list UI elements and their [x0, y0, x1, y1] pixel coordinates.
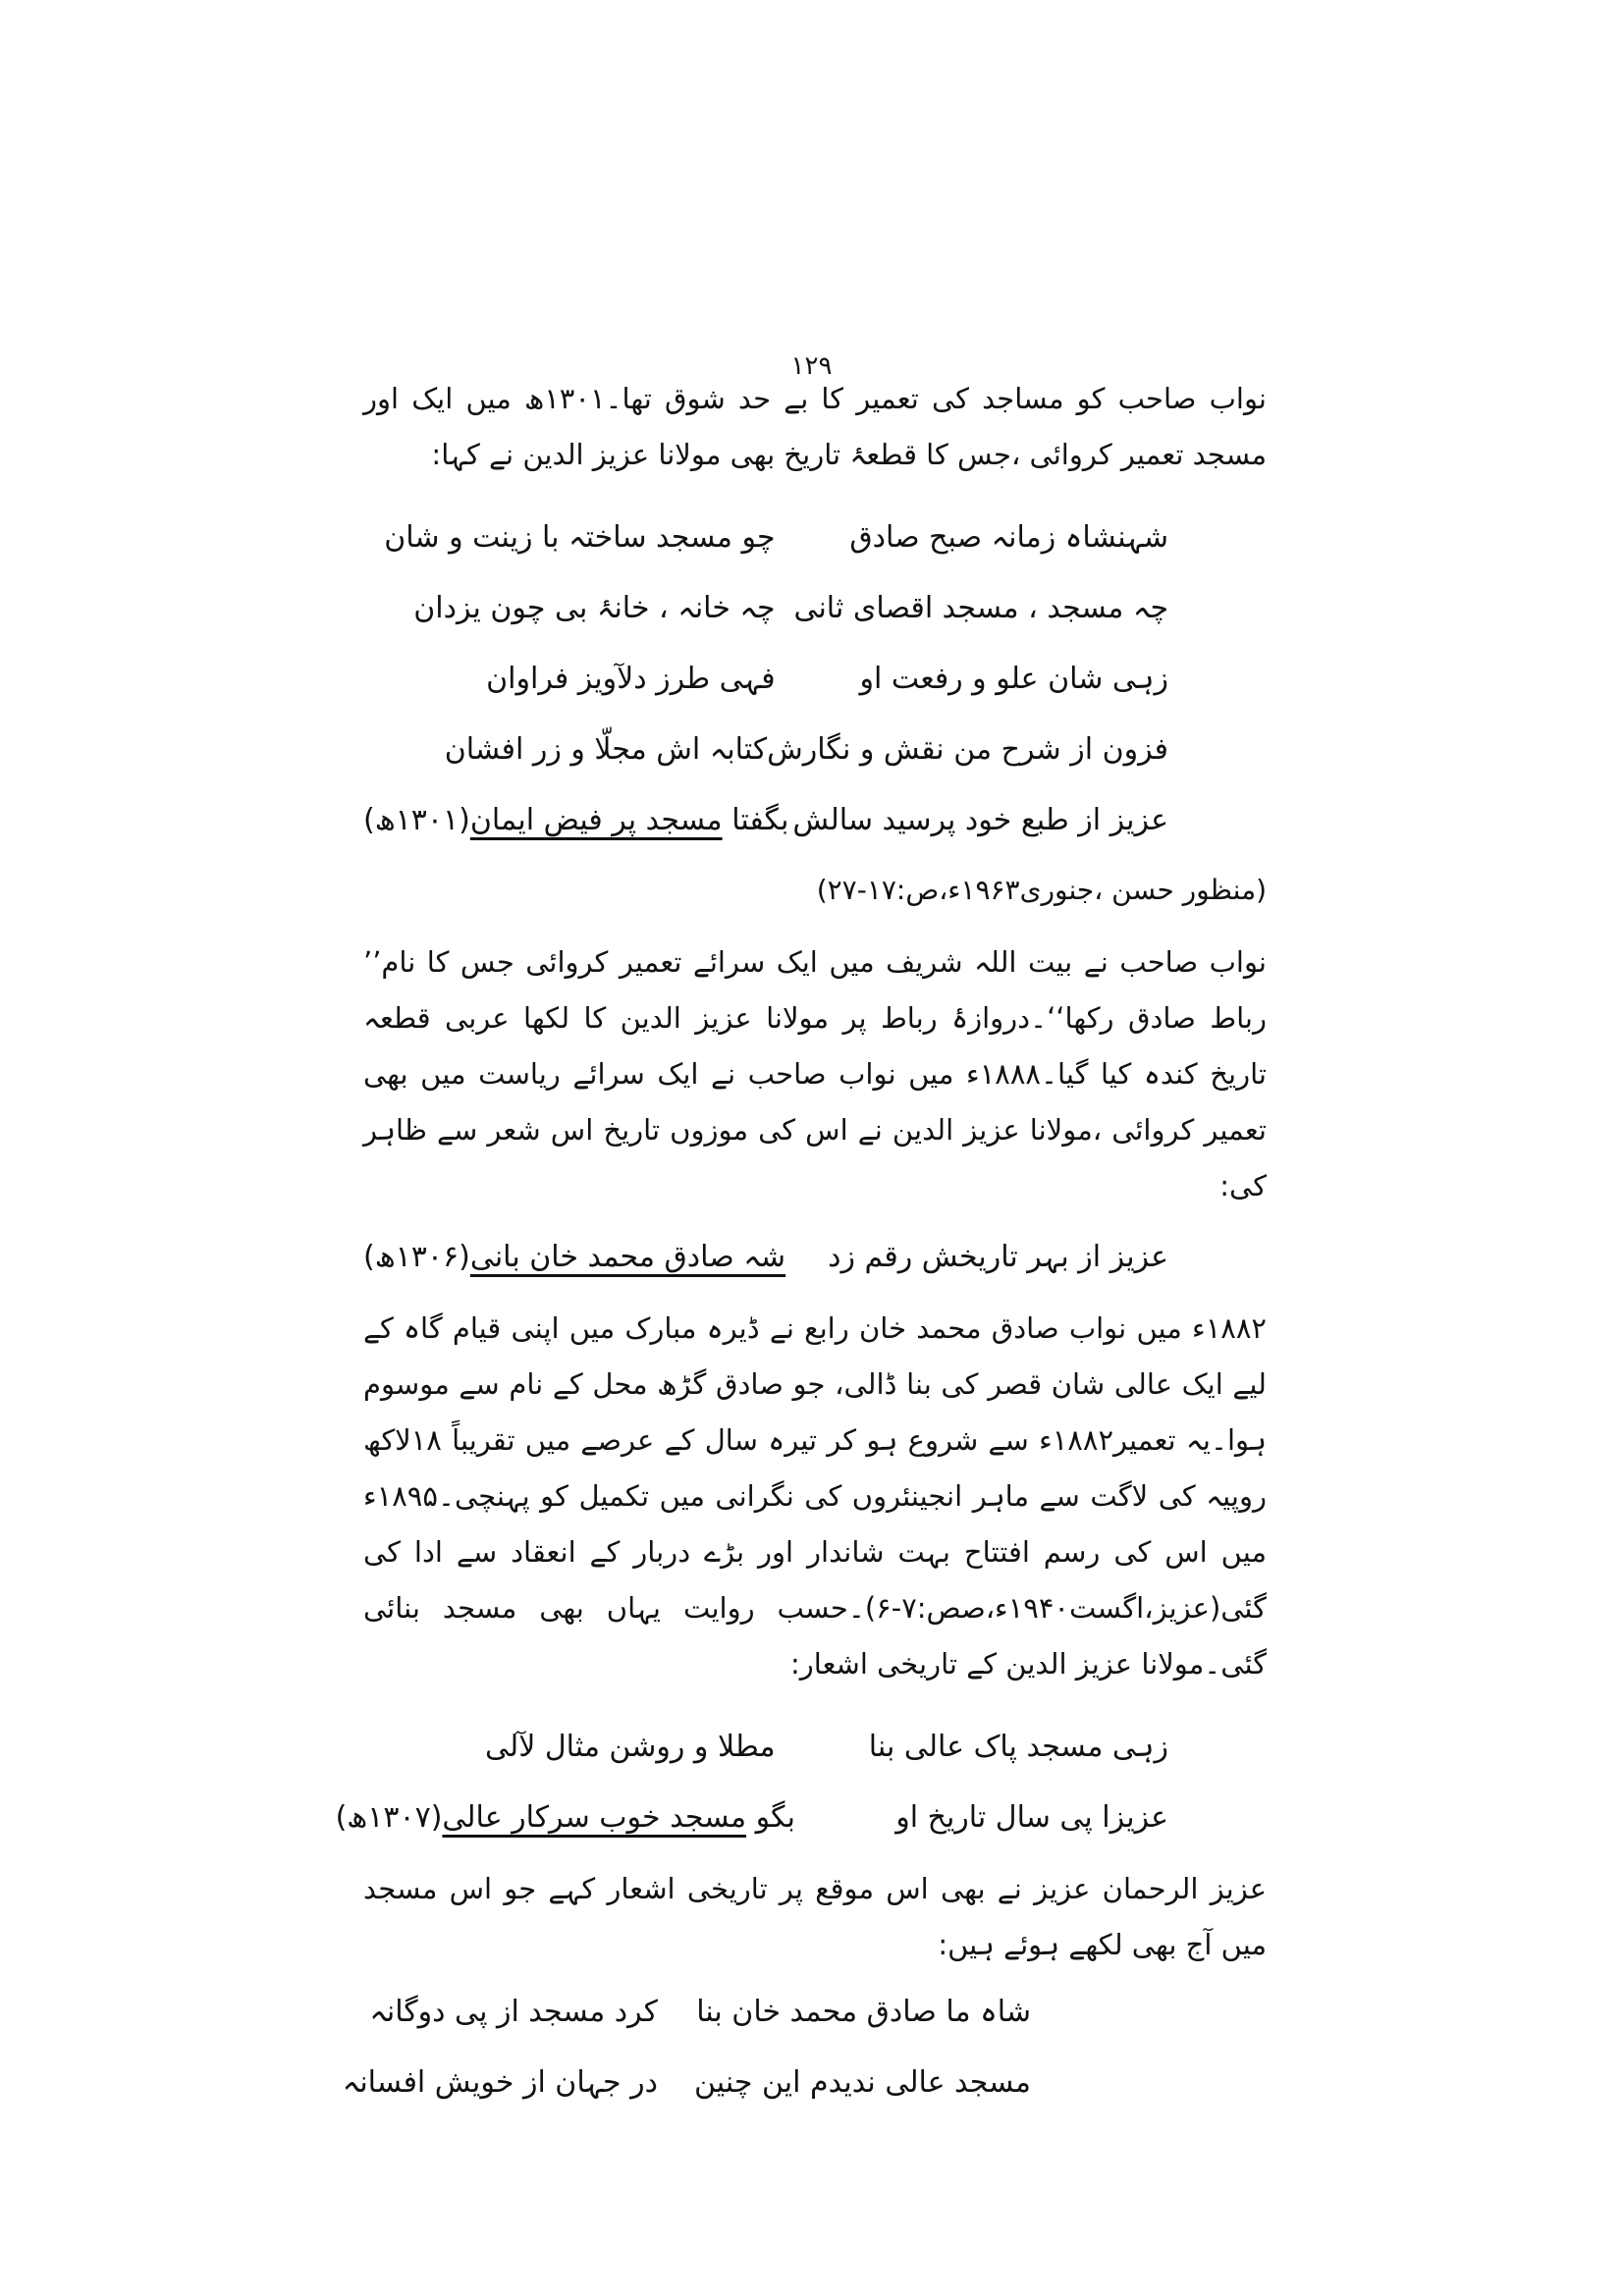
hemistich: چہ خانہ ، خانۂ بی چون یزدان — [413, 591, 776, 625]
hemistich — [363, 785, 788, 856]
verse-line — [363, 573, 1267, 644]
hemistich: شہنشاہ زمانہ صبح صادق — [849, 520, 1168, 555]
citation: (منظور حسن ،جنوری۱۹۶۳ء،ص:۱۷-۲۷) — [816, 874, 1267, 906]
verse-line — [363, 1712, 1267, 1783]
chronogram-underlined: مسجد خوب سرکار عالی — [442, 1800, 747, 1835]
verse-line — [363, 785, 1267, 856]
hemistich: فزون از شرح من نقش و نگارش — [767, 732, 1168, 767]
paragraph-2: نواب صاحب نے بیت اللہ شریف میں ایک سرائے تعمیر کروائی جس کا نام’’ رباط صادق رکھا‘‘۔دروازۂ رباط پر مولانا عزیز الدین کا لکھا عربی قطعہ تاریخ کندہ کیا گیا۔۱۸۸۸ء میں نواب صاحب نے ایک سرائے ریاست میں بھی تعمیر کروائی ،مولانا عزیز الدین نے اس کی موزوں تاریخ اس شعر سے ظاہر کی: — [363, 945, 1267, 1202]
chronogram-underlined: شہ صادق محمد خان بانی — [469, 1240, 786, 1274]
paragraph-1: نواب صاحب کو مساجد کی تعمیر کا بے حد شوق تھا۔۱۳۰۱ھ میں ایک اور مسجد تعمیر کروائی ،جس کا قطعۂ تاریخ بھی مولانا عزیز الدین نے کہا: — [363, 382, 1268, 471]
hemistich: مطلا و روشن مثال لآلی — [485, 1730, 776, 1764]
verse-line — [342, 2048, 1267, 2118]
hemistich: فہی طرز دلآویز فراوان — [486, 662, 776, 696]
hemistich: چو مسجد ساختہ با زینت و شان — [384, 520, 776, 555]
hemistich: مسجد عالی ندیدم این چنین — [693, 2065, 1031, 2100]
hemistich: کتابہ اش مجلّا و زر افشان — [444, 732, 768, 767]
hemistich: زہی شان علو و رفعت او — [859, 662, 1168, 696]
verse-line — [363, 644, 1267, 715]
paragraph-3: ۱۸۸۲ء میں نواب صادق محمد خان رابع نے ڈیرہ مبارک میں اپنی قیام گاہ کے لیے ایک عالی شان قصر کی بنا ڈالی، جو صادق گڑھ محل کے نام سے موسوم ہوا۔یہ تعمیر۱۸۸۲ء سے شروع ہو کر تیرہ سال کے عرصے میں تقریباً ۱۸لاکھ روپیہ کی لاگت سے ماہر انجینئروں کی نگرانی میں تکمیل کو پہنچی۔۱۸۹۵ء میں اس کی رسم افتتاح بہت شاندار اور بڑے دربار کے انعقاد سے ادا کی گئی(عزیز،اگست۱۹۴۰ء،صص:۷-۶)۔حسب روایت یہاں بھی مسجد بنائی گئی۔مولانا عزیز الدین کے تاریخی اشعار: — [363, 1311, 1267, 1681]
verse-line — [363, 715, 1267, 785]
hijri-date: (۱۳۰۷ھ) — [335, 1800, 443, 1835]
page-number: ۱۲۹ — [790, 351, 833, 381]
verse-block-1 — [363, 503, 1267, 856]
hijri-date: (۱۳۰۱ھ) — [363, 803, 470, 837]
verse-block-4 — [342, 1977, 1267, 2118]
verse-line — [363, 503, 1267, 573]
verse-line — [335, 1783, 1267, 1853]
verse-block-3 — [335, 1712, 1267, 1853]
verse-line — [363, 1977, 1267, 2048]
hemistich: شاہ ما صادق محمد خان بنا — [696, 1995, 1031, 2029]
hemistich: عزیز از بہر تاریخش رقم زد — [828, 1240, 1168, 1274]
paragraph-4: عزیز الرحمان عزیز نے بھی اس موقع پر تاریخی اشعار کہے جو اس مسجد میں آج بھی لکھے ہوئے ہیں: — [363, 1872, 1267, 1961]
hemistich: زہی مسجد پاک عالی بنا — [868, 1730, 1168, 1764]
page-content — [335, 371, 1268, 2126]
hemistich — [335, 1783, 795, 1853]
verse-line — [363, 1222, 1267, 1293]
hemistich-prefix: بگفتا — [731, 803, 789, 837]
hemistich: عزیزا پی سال تاریخ او — [895, 1800, 1168, 1835]
hemistich: عزیز از طبع خود پرسید سالش — [792, 803, 1168, 837]
hemistich: در جہان از خویش افسانہ — [342, 2065, 658, 2100]
hemistich: کرد مسجد از پی دوگانہ — [369, 1995, 658, 2029]
hemistich — [363, 1222, 785, 1293]
hemistich: چہ مسجد ، مسجد اقصای ثانی — [793, 591, 1168, 625]
verse-block-2 — [363, 1222, 1267, 1293]
hemistich-prefix: بگو — [755, 1800, 795, 1835]
hijri-date: (۱۳۰۶ھ) — [363, 1240, 470, 1274]
chronogram-underlined: مسجد پر فیض ایمان — [469, 803, 723, 837]
